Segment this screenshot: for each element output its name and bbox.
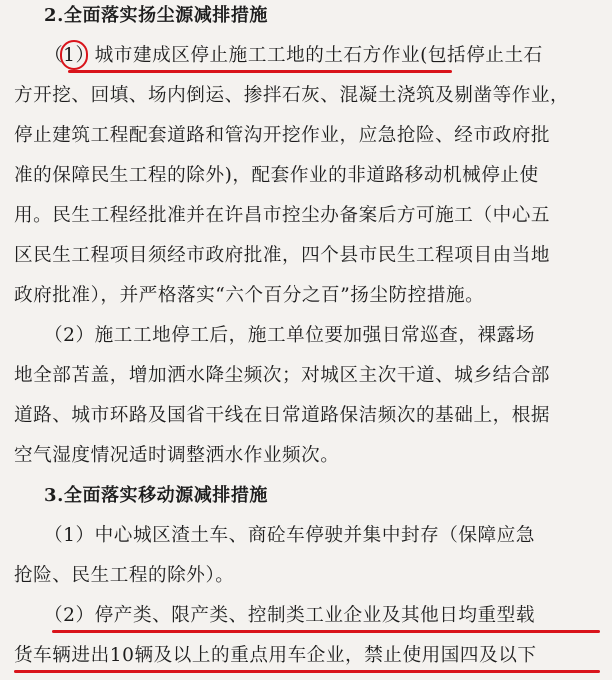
section-2-paragraph-2-line-4: 空气湿度情况适时调整洒水作业频次。 [14,445,340,466]
section-2-paragraph-1-line-2: 方开挖、回填、场内倒运、掺拌石灰、混凝土浇筑及剔凿等作业， [14,85,570,106]
section-2-paragraph-1-line-5: 用。民生工程经批准并在许昌市控尘办备案后方可施工（中心五 [14,205,551,226]
section-2-paragraph-2-line-2: 地全部苫盖，增加洒水降尘频次；对城区主次干道、城乡结合部 [14,365,551,386]
red-underline-section-3-item-2-line-2 [14,670,600,673]
section-3-heading: 3.全面落实移动源减排措施 [44,485,268,506]
section-3-paragraph-1-line-1: （1）中心城区渣土车、商砼车停驶并集中封存（保障应急 [44,525,535,546]
section-3-paragraph-2-line-1: （2）停产类、限产类、控制类工业企业及其他日均重型载 [44,605,535,626]
red-underline-section-2-item-1 [68,70,452,73]
section-2-paragraph-1-line-4: 准的保障民生工程的除外)，配套作业的非道路移动机械停止使 [14,165,539,186]
red-annotation-circle [60,40,88,70]
section-2-paragraph-2-line-3: 道路、城市环路及国省干线在日常道路保洁频次的基础上，根据 [14,405,551,426]
section-2-paragraph-1-line-6: 区民生工程项目须经市政府批准，四个县市民生工程项目由当地 [14,245,551,266]
red-underline-section-3-item-2-line-1 [52,630,600,633]
section-2-heading: 2.全面落实扬尘源减排措施 [44,5,268,26]
section-3-paragraph-2-line-2: 货车辆进出10辆及以上的重点用车企业，禁止使用国四及以下 [14,645,537,666]
section-3-paragraph-1-line-2: 抢险、民生工程的除外）。 [14,565,235,586]
section-2-paragraph-2-line-1: （2）施工工地停工后，施工单位要加强日常巡查，裸露场 [44,325,535,346]
section-2-paragraph-1-line-3: 停止建筑工程配套道路和管沟开挖作业，应急抢险、经市政府批 [14,125,551,146]
section-2-paragraph-1-line-7: 政府批准），并严格落实“六个百分之百”扬尘防控措施。 [14,285,485,306]
section-2-paragraph-1-line-1: （1）城市建成区停止施工工地的土石方作业(包括停止土石 [44,45,543,66]
